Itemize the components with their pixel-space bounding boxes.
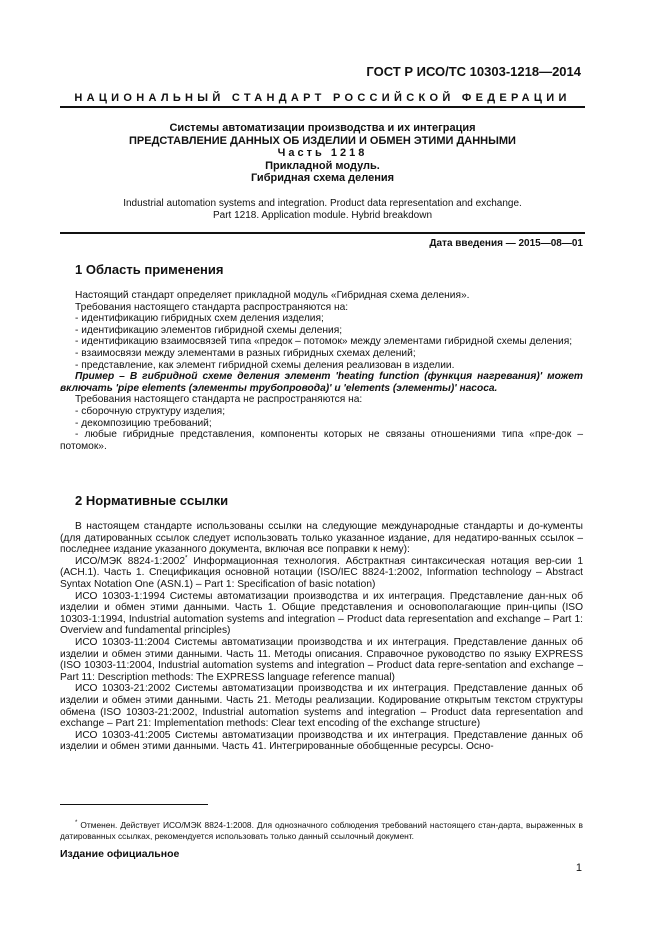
title-rule [60,232,585,234]
section-1-body [60,290,583,452]
list-item: - сборочную структуру изделия; [75,405,226,417]
reference-text: Информационная технология. Абстрактная синтаксическая нотация вер-сии 1 (АСН.1). Часть 1. Спецификация основной нотации (ISO/IEC 8824-1:2002, Information technology – Abstract Syntax Notation One (ASN.1) – Part 1: Specification of basic notation) [60,555,583,590]
footnote [60,820,583,842]
title-line-2: ПРЕДСТАВЛЕНИЕ ДАННЫХ ОБ ИЗДЕЛИИ И ОБМЕН ЭТИМИ ДАННЫМИ [129,134,516,147]
reference-item: ИСО 10303-21:2002 Системы автоматизации производства и их интеграция. Представление данных об изделии и обмен этими данными. Часть 21. Методы реализации. Кодирование открытым текстом структуры обмена (ISO 10303-21:2002, Industrial automation systems and integration – Product data representation and exchange – Part 21: Implementation methods: Clear text encoding of the exchange structure) [60,683,583,730]
reference-item [60,556,583,591]
footnote-marker: * [185,554,188,562]
section-1-heading: 1 Область применения [75,262,224,277]
list-item: - любые гибридные представления, компоненты которых не связаны отношениями типа «пре-док – потомок». [60,429,583,452]
section-2-body [60,521,583,753]
reference-item: ИСО 10303-41:2005 Системы автоматизации производства и их интеграция. Представление данных об изделии и обмен этими данными. Часть 41. Интегрированные обобщенные ресурсы. Осно- [60,729,583,753]
reference-code: ИСО/МЭК 8824-1:2002 [75,555,185,567]
reference-item: ИСО 10303-1:1994 Системы автоматизации производства и их интеграция. Представление дан-ных об изделии и обмен этими данными. Часть 1. Общие представления и основополагающие прин-ципы (ISO 10303-1:1994, Industrial automation systems and integration – Product data representation and exchange – Part 1: Overview and fundamental principles) [60,590,583,637]
official-edition-label: Издание официальное [60,848,180,860]
paragraph: Требования настоящего стандарта не распространяются на: [75,394,363,406]
title-line-1: Системы автоматизации производства и их интеграция [169,122,476,134]
list-item: - идентификацию элементов гибридной схемы деления; [75,324,343,336]
list-item: - декомпозицию требований; [75,417,212,429]
paragraph: Настоящий стандарт определяет прикладной модуль «Гибридная схема деления». [75,290,470,301]
title-english-1: Industrial automation systems and integration. Product data representation and exchange. [123,198,522,209]
list-item: - представление, как элемент гибридной схемы деления реализован в изделии. [75,359,455,371]
section-2-heading: 2 Нормативные ссылки [75,493,229,508]
list-item: - идентификацию взаимосвязей типа «предок – потомок» между элементами гибридной схемы деления; [75,336,573,348]
footnote-text: Отменен. Действует ИСО/МЭК 8824-1:2008. Для однозначного соблюдения требований настоящего стан-дарта, выраженных в датированных ссылках, рекомендуется использовать только данный ссылочный документ. [60,820,583,841]
list-item: - идентификацию гибридных схем деления изделия; [75,313,324,325]
title-line-5: Гибридная схема деления [250,172,395,184]
footnote-rule [60,804,208,805]
title-part-label: Часть 1218 [277,147,368,159]
footnote-mark: * [75,820,78,827]
title-english-2: Part 1218. Application module. Hybrid breakdown [212,210,433,221]
example-note: Пример – В гибридной схеме деления элемент 'heating function (функция нагревания)' может включать 'pipe elements (элементы трубопровода)' и 'elements (элементы)' насоса. [60,371,583,394]
title-line-4: Прикладной модуль. [265,159,380,172]
paragraph: Требования настоящего стандарта распространяются на: [75,301,349,313]
page-number: 1 [575,862,582,874]
list-item: - взаимосвязи между элементами в разных гибридных схемах делений; [75,347,416,359]
document-code: ГОСТ Р ИСО/ТС 10303-1218—2014 [366,64,581,79]
reference-item: ИСО 10303-11:2004 Системы автоматизации производства и их интеграция. Представление данных об изделии и обмен этими данными. Часть 11. Методы описания. Справочное руководство по языку EXPRESS (ISO 10303-11:2004, Industrial automation systems and integration – Product data repre-sentation and exchange – Part 11: Description methods: The EXPRESS language reference manual) [60,636,583,683]
introduction-date: Дата введения — 2015—08—01 [429,238,583,249]
paragraph: В настоящем стандарте использованы ссылки на следующие международные стандарты и до-кументы (для датированных ссылок следует использовать только указанное издание, для недатиро-ванных ссылок – последнее издание указанного документа, включая все поправки к нему): [60,521,583,556]
national-standard-banner: НАЦИОНАЛЬНЫЙ СТАНДАРТ РОССИЙСКОЙ ФЕДЕРАЦИИ [74,92,571,104]
header-rule [60,106,585,108]
